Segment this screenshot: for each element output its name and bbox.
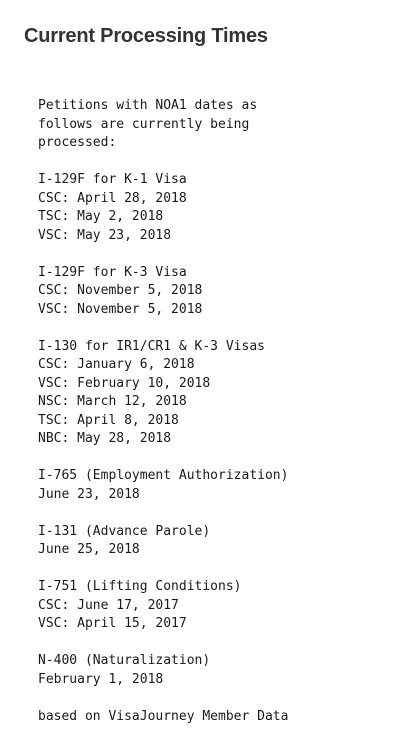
section-i131 — [38, 523, 398, 560]
intro-line: follows are currently being — [38, 116, 250, 132]
intro-line: processed: — [38, 135, 117, 150]
section-i751 — [38, 578, 398, 634]
section-i129f-k3 — [38, 264, 398, 320]
date-line: VSC: May 23, 2018 — [38, 227, 172, 243]
section-heading: I-751 (Lifting Conditions) — [38, 579, 242, 594]
page-title: Current Processing Times — [24, 25, 268, 47]
section-n400 — [38, 652, 398, 689]
processing-times-block — [38, 97, 398, 726]
source-note: based on VisaJourney Member Data — [38, 708, 289, 724]
intro-paragraph — [38, 97, 398, 153]
section-heading: I-131 (Advance Parole) — [38, 523, 211, 539]
section-i129f-k1 — [38, 171, 398, 245]
section-heading: I-129F for K-1 Visa — [38, 172, 187, 187]
date-line: TSC: May 2, 2018 — [38, 209, 164, 224]
section-heading: I-765 (Employment Authorization) — [38, 468, 289, 483]
date-line: CSC: June 17, 2017 — [38, 597, 179, 613]
date-line: TSC: April 8, 2018 — [38, 412, 179, 428]
date-line: CSC: January 6, 2018 — [38, 357, 195, 372]
date-line: NSC: March 12, 2018 — [38, 394, 187, 409]
intro-line: Petitions with NOA1 dates as — [38, 98, 258, 113]
footer-note-wrap — [38, 708, 398, 727]
section-heading: I-129F for K-3 Visa — [38, 264, 187, 280]
date-line: CSC: November 5, 2018 — [38, 283, 203, 298]
section-heading: I-130 for IR1/CR1 & K-3 Visas — [38, 338, 265, 354]
date-line: CSC: April 28, 2018 — [38, 190, 187, 206]
date-line: June 25, 2018 — [38, 542, 140, 557]
section-i130 — [38, 338, 398, 449]
date-line: February 1, 2018 — [38, 671, 164, 687]
date-line: VSC: February 10, 2018 — [38, 375, 211, 391]
section-heading: N-400 (Naturalization) — [38, 653, 211, 668]
date-line: VSC: April 15, 2017 — [38, 616, 187, 631]
date-line: June 23, 2018 — [38, 486, 140, 502]
date-line: NBC: May 28, 2018 — [38, 431, 172, 446]
section-i765 — [38, 467, 398, 504]
date-line: VSC: November 5, 2018 — [38, 301, 203, 317]
